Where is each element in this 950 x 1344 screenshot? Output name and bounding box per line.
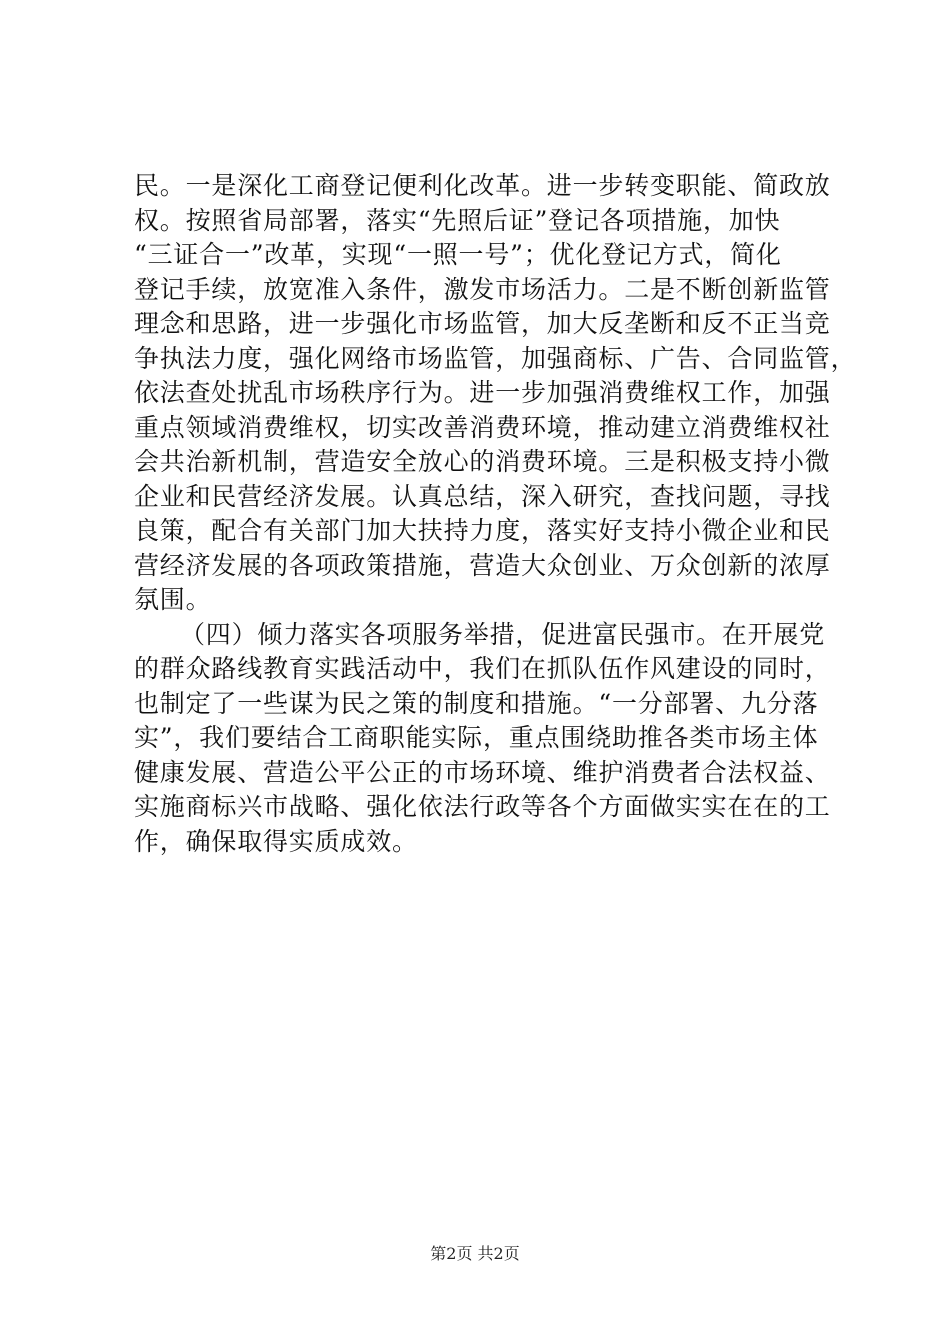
text-line: 会共治新机制，营造安全放心的消费环境。三是积极支持小微: [134, 447, 831, 476]
text-line: 权。按照省局部署，落实“先照后证”登记各项措施，加快: [134, 205, 781, 235]
text-line: 营经济发展的各项政策措施，营造大众创业、万众创新的浓厚: [134, 550, 831, 580]
text-line: 民。一是深化工商登记便利化改革。进一步转变职能、简政放: [134, 171, 831, 200]
text-line: “三证合一”改革，实现“一照一号”；优化登记方式，简化: [134, 240, 782, 269]
text-line: 争执法力度，强化网络市场监管，加强商标、广告、合同监管，: [134, 343, 857, 373]
text-line: 实施商标兴市战略、强化依法行政等各个方面做实实在在的工: [134, 792, 831, 821]
text-line: 理念和思路，进一步强化市场监管，加大反垄断和反不正当竞: [134, 309, 831, 338]
text-line: 登记手续，放宽准入条件，激发市场活力。二是不断创新监管: [134, 274, 831, 304]
text-line: 实”，我们要结合工商职能实际，重点围绕助推各类市场主体: [134, 723, 819, 752]
text-line: 也制定了一些谋为民之策的制度和措施。“一分部署、九分落: [134, 688, 819, 718]
paragraph-start-line: （四）倾力落实各项服务举措，促进富民强市。在开展党: [180, 619, 826, 649]
text-line: 的群众路线教育实践活动中，我们在抓队伍作风建设的同时，: [134, 654, 831, 683]
text-line: 良策，配合有关部门加大扶持力度，落实好支持小微企业和民: [134, 516, 831, 545]
page-number-footer: 第2页 共2页: [430, 1244, 520, 1263]
body-text: [134, 169, 857, 859]
text-line: 依法查处扰乱市场秩序行为。进一步加强消费维权工作，加强: [134, 378, 831, 407]
text-line: 作，确保取得实质成效。: [134, 826, 418, 856]
text-line: 健康发展、营造公平公正的市场环境、维护消费者合法权益、: [134, 757, 831, 787]
text-line: 氛围。: [134, 585, 212, 614]
text-line: 重点领域消费维权，切实改善消费环境，推动建立消费维权社: [134, 412, 831, 442]
text-line: 企业和民营经济发展。认真总结，深入研究，查找问题，寻找: [134, 481, 831, 511]
